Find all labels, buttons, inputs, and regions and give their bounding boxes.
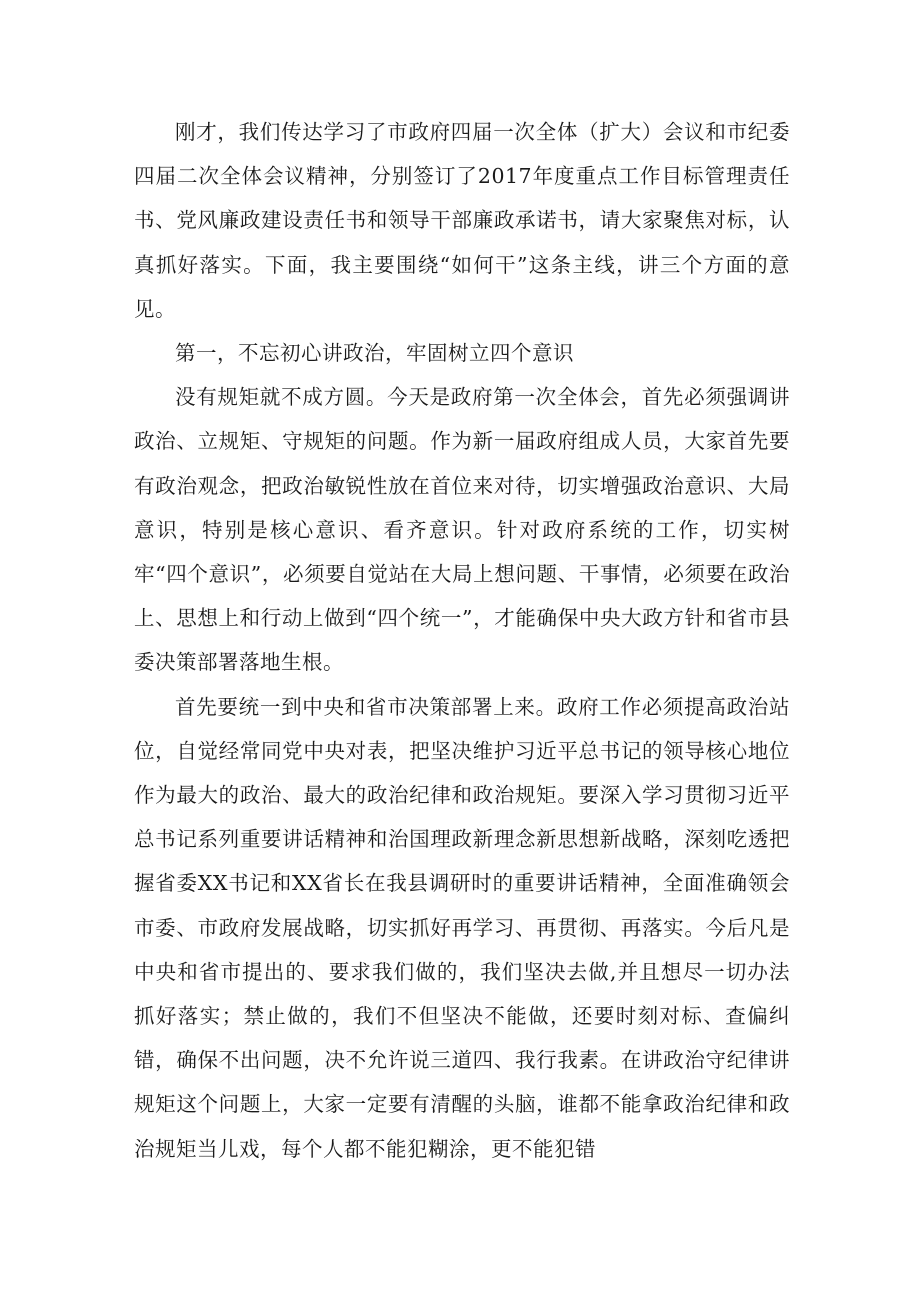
body-paragraph-1: 没有规矩就不成方圆。今天是政府第一次全体会，首先必须强调讲政治、立规矩、守规矩的问题。作为新一届政府组成人员，大家首先要有政治观念，把政治敏锐性放在首位来对待，切实增强政治意识、大局意识，特别是核心意识、看齐意识。针对政府系统的工作，切实树牢“四个意识”，必须要自觉站在大局上想问题、干事情，必须要在政治上、思想上和行动上做到“四个统一”，才能确保中央大政方针和省市县委决策部署落地生根。	[134, 385, 790, 675]
document-body	[134, 110, 790, 1171]
body-paragraph-2: 首先要统一到中央和省市决策部署上来。政府工作必须提高政治站位，自觉经常同党中央对表，把坚决维护习近平总书记的领导核心地位作为最大的政治、最大的政治纪律和政治规矩。要深入学习贯彻习近平总书记系列重要讲话精神和治国理政新理念新思想新战略，深刻吃透把握省委XX书记和XX省长在我县调研时的重要讲话精神，全面准确领会市委、市政府发展战略，切实抓好再学习、再贯彻、再落实。今后凡是中央和省市提出的、要求我们做的，我们坚决去做,并且想尽一切办法抓好落实；禁止做的，我们不但坚决不能做，还要时刻对标、查偏纠错，确保不出问题，决不允许说三道四、我行我素。在讲政治守纪律讲规矩这个问题上，大家一定要有清醒的头脑，谁都不能拿政治纪律和政治规矩当儿戏，每个人都不能犯糊涂，更不能犯错	[134, 694, 790, 1161]
intro-paragraph: 刚才，我们传达学习了市政府四届一次全体（扩大）会议和市纪委四届二次全体会议精神，分别签订了2017年度重点工作目标管理责任书、党风廉政建设责任书和领导干部廉政承诺书，请大家聚焦对标，认真抓好落实。下面，我主要围绕“如何干”这条主线，讲三个方面的意见。	[134, 120, 790, 321]
section-heading-1: 第一，不忘初心讲政治，牢固树立四个意识	[175, 341, 574, 366]
